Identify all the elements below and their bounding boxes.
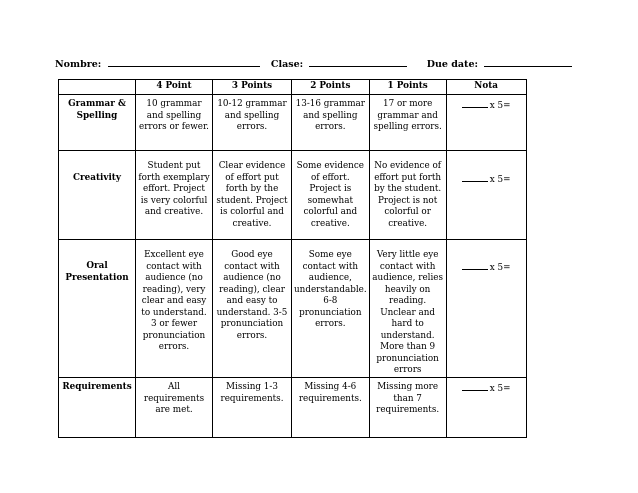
- table-cell: 10 grammar and spelling errors or fewer.: [136, 95, 213, 151]
- score-blank[interactable]: [462, 261, 488, 270]
- name-field[interactable]: [108, 57, 260, 67]
- row-label-oral-presentation: Oral Presentation: [59, 240, 136, 378]
- table-cell: Missing more than 7 requirements.: [369, 378, 446, 438]
- table-cell: Excellent eye contact with audience (no reading), very clear and easy to understand. 3 or fewer pronunciation errors.: [136, 240, 213, 378]
- row-label-creativity: Creativity: [59, 151, 136, 240]
- nota-cell[interactable]: x 5=: [446, 95, 526, 151]
- nota-cell[interactable]: x 5=: [446, 151, 526, 240]
- score-blank[interactable]: [462, 173, 488, 182]
- header-line: [55, 57, 545, 70]
- table-row: [59, 151, 527, 240]
- class-field[interactable]: [309, 57, 407, 67]
- table-cell: 17 or more grammar and spelling errors.: [369, 95, 446, 151]
- column-header-2-points: 2 Points: [292, 80, 370, 95]
- table-cell: Some eye contact with audience, understandable. 6-8 pronunciation errors.: [292, 240, 370, 378]
- score-blank[interactable]: [462, 382, 488, 391]
- table-cell: Good eye contact with audience (no reading), clear and easy to understand. 3-5 pronunciation errors.: [213, 240, 292, 378]
- score-blank[interactable]: [462, 99, 488, 108]
- nota-cell[interactable]: x 5=: [446, 378, 526, 438]
- column-header-1-points: 1 Points: [369, 80, 446, 95]
- table-cell: 13-16 grammar and spelling errors.: [292, 95, 370, 151]
- table-cell: All requirements are met.: [136, 378, 213, 438]
- table-cell: Very little eye contact with audience, relies heavily on reading. Unclear and hard to understand. More than 9 pronunciation errors: [369, 240, 446, 378]
- table-cell: Missing 1-3 requirements.: [213, 378, 292, 438]
- rubric-table: [58, 79, 527, 438]
- due-date-label: Due date:: [426, 59, 478, 70]
- table-cell: No evidence of effort put forth by the student. Project is not colorful or creative.: [369, 151, 446, 240]
- class-label: Clase:: [270, 59, 304, 70]
- table-cell: 10-12 grammar and spelling errors.: [213, 95, 292, 151]
- table-cell: Clear evidence of effort put forth by the student. Project is colorful and creative.: [213, 151, 292, 240]
- column-header-3-points: 3 Points: [213, 80, 292, 95]
- due-date-field[interactable]: [484, 57, 572, 67]
- column-header-4-point: 4 Point: [136, 80, 213, 95]
- column-header-nota: Nota: [446, 80, 526, 95]
- table-row: [59, 378, 527, 438]
- nota-cell[interactable]: x 5=: [446, 240, 526, 378]
- table-row: [59, 240, 527, 378]
- table-row: [59, 95, 527, 151]
- table-cell: Student put forth exemplary effort. Project is very colorful and creative.: [136, 151, 213, 240]
- column-header: [59, 80, 136, 95]
- row-label-requirements: Requirements: [59, 378, 136, 438]
- table-cell: Some evidence of effort. Project is somewhat colorful and creative.: [292, 151, 370, 240]
- row-label-grammar: Grammar & Spelling: [59, 95, 136, 151]
- table-cell: Missing 4-6 requirements.: [292, 378, 370, 438]
- name-label: Nombre:: [55, 59, 102, 70]
- header-row: [59, 80, 527, 95]
